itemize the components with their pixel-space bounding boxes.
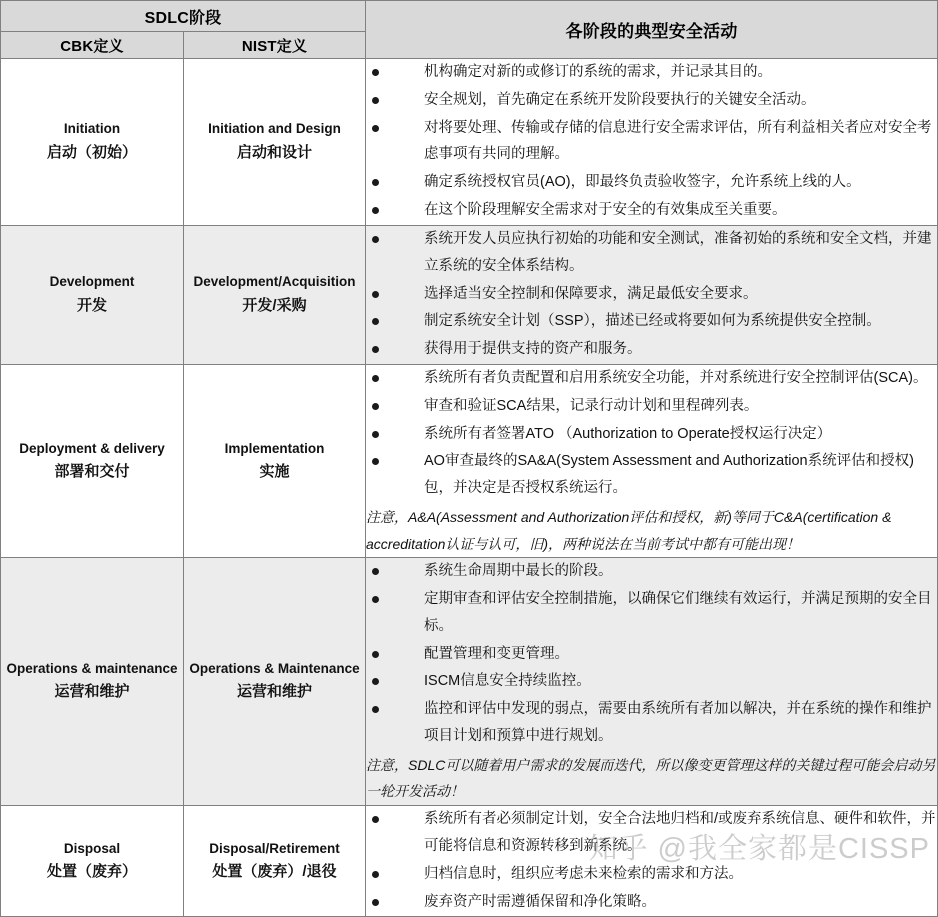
security-activities-cell — [366, 558, 938, 806]
cbk-definition-cell — [1, 59, 184, 226]
activity-bullet: 机构确定对新的或修订的系统的需求，并记录其目的。 — [366, 59, 937, 86]
table-row — [1, 225, 938, 364]
phase-name-cn: 实施 — [259, 462, 290, 480]
watermark: 知乎 @我全家都是CISSP — [588, 833, 930, 865]
activity-note: 注意，SDLC可以随着用户需求的发展而迭代，所以像变更管理这样的关键过程可能会启动另一轮开发活动！ — [366, 756, 936, 800]
header-nist-definition: NIST定义 — [184, 32, 366, 59]
phase-name-cn: 开发 — [76, 296, 107, 314]
phase-name-cn: 处置（废弃）/退役 — [212, 862, 337, 880]
activity-bullet: 定期审查和评估安全控制措施，以确保它们继续有效运行，并满足预期的安全目标。 — [366, 586, 937, 640]
phase-name-cn: 启动和设计 — [237, 143, 313, 161]
header-cbk-definition: CBK定义 — [1, 32, 184, 59]
nist-definition-cell — [184, 558, 366, 806]
security-activities-cell — [366, 225, 938, 364]
activity-bullet: ISCM信息安全持续监控。 — [366, 668, 937, 695]
activity-list — [366, 226, 937, 363]
phase-name-en: Deployment & delivery — [19, 440, 165, 456]
activity-bullet: 系统生命周期中最长的阶段。 — [366, 558, 937, 585]
phase-name-en: Initiation and Design — [208, 121, 341, 137]
table-header-row-top — [1, 1, 938, 32]
phase-name-cn: 启动（初始） — [46, 143, 137, 161]
phase-name-en: Operations & maintenance — [6, 661, 178, 677]
activity-list — [366, 365, 937, 502]
phase-name-en: Disposal/Retirement — [209, 840, 340, 856]
nist-definition-cell — [184, 225, 366, 364]
table-row — [1, 558, 938, 806]
phase-name-cn: 运营和维护 — [54, 683, 130, 701]
activity-list — [366, 806, 937, 915]
table-row — [1, 59, 938, 226]
phase-name-cn: 处置（废弃） — [46, 862, 137, 880]
security-activities-cell — [366, 364, 938, 557]
activity-bullet: 系统所有者必须制定计划，安全合法地归档和/或废弃系统信息、硬件和软件，并可能将信息和资源转移到新系统。 — [366, 806, 937, 860]
phase-name-en: Initiation — [63, 121, 121, 137]
activity-bullet: 系统开发人员应执行初始的功能和安全测试，准备初始的系统和安全文档，并建立系统的安全体系结构。 — [366, 226, 937, 280]
header-typical-security-activities: 各阶段的典型安全活动 — [366, 1, 938, 59]
activity-bullet: 获得用于提供支持的资产和服务。 — [366, 336, 937, 363]
nist-definition-cell — [184, 806, 366, 917]
cbk-definition-cell — [1, 558, 184, 806]
phase-name-cn: 部署和交付 — [54, 462, 130, 480]
nist-definition-cell — [184, 364, 366, 557]
activity-bullet: 系统所有者签署ATO （Authorization to Operate授权运行决定） — [366, 421, 937, 448]
cbk-definition-cell — [1, 225, 184, 364]
table-row — [1, 806, 938, 917]
activity-bullet: 归档信息时，组织应考虑未来检索的需求和方法。 — [366, 861, 937, 888]
security-activities-cell — [366, 59, 938, 226]
activity-note: 注意，A&A(Assessment and Authorization评估和授权，新)等同于C&A(certification & accreditation认证与认可，旧)，两种说法在当前考试中都有可能出现！ — [366, 509, 892, 552]
cbk-definition-cell — [1, 806, 184, 917]
activity-bullet: 审查和验证SCA结果，记录行动计划和里程碑列表。 — [366, 393, 937, 420]
activity-list — [366, 59, 937, 224]
header-sdlc-phase-group: SDLC阶段 — [1, 1, 366, 32]
phase-name-cn: 开发/采购 — [242, 296, 307, 314]
activity-bullet: 系统所有者负责配置和启用系统安全功能，并对系统进行安全控制评估(SCA)。 — [366, 365, 937, 392]
nist-definition-cell — [184, 59, 366, 226]
cbk-definition-cell — [1, 364, 184, 557]
security-activities-cell — [366, 806, 938, 917]
table-row — [1, 364, 938, 557]
phase-name-en: Implementation — [224, 440, 325, 456]
activity-bullet: 监控和评估中发现的弱点，需要由系统所有者加以解决，并在系统的操作和维护项目计划和预算中进行规划。 — [366, 696, 937, 750]
activity-bullet: 配置管理和变更管理。 — [366, 641, 937, 668]
activity-bullet: 废弃资产时需遵循保留和净化策略。 — [366, 889, 937, 916]
activity-bullet: 制定系统安全计划（SSP），描述已经或将要如何为系统提供安全控制。 — [366, 308, 937, 335]
phase-name-en: Development/Acquisition — [193, 274, 356, 290]
activity-list — [366, 558, 937, 750]
activity-bullet: 对将要处理、传输或存储的信息进行安全需求评估，所有利益相关者应对安全考虑事项有共同的理解。 — [366, 115, 937, 169]
activity-bullet: 安全规划，首先确定在系统开发阶段要执行的关键安全活动。 — [366, 87, 937, 114]
activity-bullet: 确定系统授权官员(AO)，即最终负责验收签字，允许系统上线的人。 — [366, 169, 937, 196]
activity-bullet: 选择适当安全控制和保障要求，满足最低安全要求。 — [366, 281, 937, 308]
phase-name-en: Development — [49, 274, 135, 290]
activity-bullet: AO审查最终的SA&A(System Assessment and Authorization系统评估和授权)包，并决定是否授权系统运行。 — [366, 448, 937, 502]
phase-name-en: Disposal — [63, 840, 121, 856]
activity-bullet: 在这个阶段理解安全需求对于安全的有效集成至关重要。 — [366, 197, 937, 224]
phase-name-en: Operations & Maintenance — [189, 661, 360, 677]
phase-name-cn: 运营和维护 — [237, 683, 313, 701]
